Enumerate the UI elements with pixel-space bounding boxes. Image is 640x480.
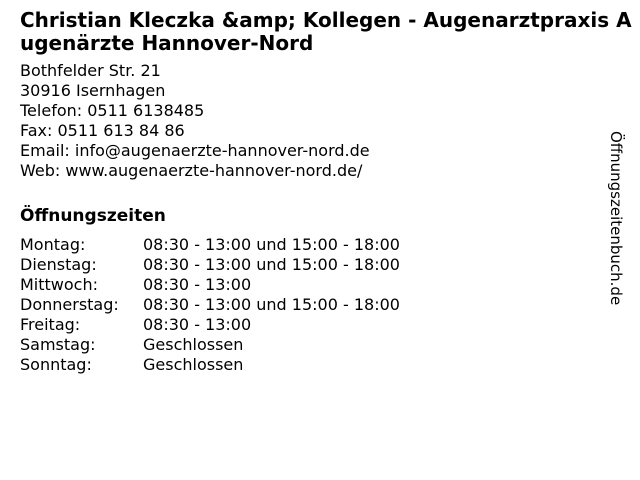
- time-value: 08:30 - 13:00: [143, 315, 252, 334]
- day-label: Samstag:: [20, 335, 96, 354]
- time-value: 08:30 - 13:00 und 15:00 - 18:00: [143, 295, 400, 314]
- day-label: Montag:: [20, 235, 86, 254]
- time-value: 08:30 - 13:00 und 15:00 - 18:00: [143, 235, 400, 254]
- contact-web: Web: www.augenaerzte-hannover-nord.de/: [20, 161, 363, 180]
- day-label: Freitag:: [20, 315, 81, 334]
- hours-row-sunday: [20, 355, 640, 375]
- time-value: Geschlossen: [143, 335, 244, 354]
- time-value: Geschlossen: [143, 355, 244, 374]
- opening-hours-table: [20, 235, 640, 375]
- page-title-line-1: Christian Kleczka &amp; Kollegen - Augenarztpraxis A: [20, 8, 632, 32]
- contact-phone: Telefon: 0511 6138485: [20, 101, 205, 120]
- contact-block: [20, 61, 640, 181]
- opening-hours-heading: Öffnungszeiten: [20, 206, 166, 226]
- hours-row-monday: [20, 235, 640, 255]
- time-value: 08:30 - 13:00 und 15:00 - 18:00: [143, 255, 400, 274]
- hours-row-saturday: [20, 335, 640, 355]
- day-label: Donnerstag:: [20, 295, 119, 314]
- contact-fax: Fax: 0511 613 84 86: [20, 121, 185, 140]
- page-title: [20, 9, 640, 55]
- hours-row-thursday: [20, 295, 640, 315]
- hours-row-tuesday: [20, 255, 640, 275]
- watermark-vertical-label: Öffnungszeitenbuch.de: [607, 131, 625, 306]
- page-title-line-2: ugenärzte Hannover-Nord: [20, 31, 314, 55]
- hours-row-wednesday: [20, 275, 640, 295]
- contact-street: Bothfelder Str. 21: [20, 61, 161, 80]
- contact-city: 30916 Isernhagen: [20, 81, 166, 100]
- day-label: Sonntag:: [20, 355, 92, 374]
- day-label: Mittwoch:: [20, 275, 98, 294]
- time-value: 08:30 - 13:00: [143, 275, 252, 294]
- day-label: Dienstag:: [20, 255, 97, 274]
- hours-row-friday: [20, 315, 640, 335]
- contact-email: Email: info@augenaerzte-hannover-nord.de: [20, 141, 370, 160]
